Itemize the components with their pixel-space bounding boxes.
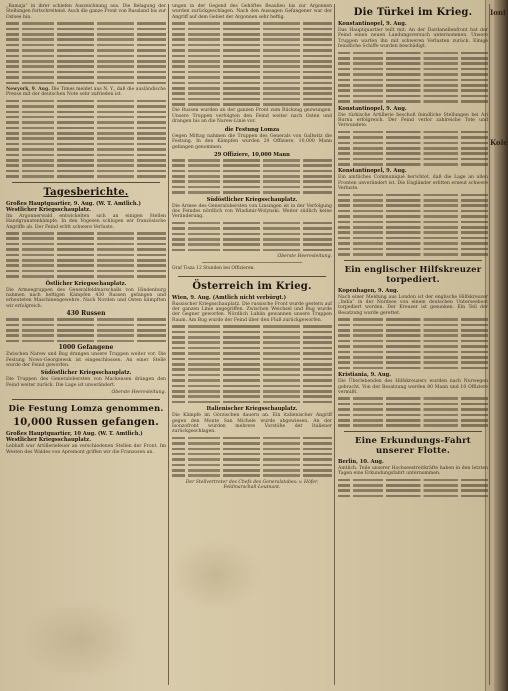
report-text: Die türkische Artillerie beschoß feindliche Stellungen bei Ari Burnu erfolgreich. Der Feind verlor zahlreiche Tote und Verwundete. (338, 112, 488, 129)
report-text: Die Truppen des Generalobersten von Mackensen drängen den Feind weiter zurück. Die Lage ist unverändert. (6, 377, 166, 388)
body-text-block (172, 437, 332, 477)
notice-text (6, 87, 166, 98)
notice-dateline: Newyork, 9. Aug. (6, 86, 50, 92)
section-divider (12, 182, 160, 183)
report-text: Russischer Kriegsschauplatz. Die russische Front wurde gestern auf der ganzen Linie angegriffen. Zwischen Weichsel und Bug wurde der Gegner geworfen. Nördlich Lublin gewannen unsere Truppen Raum. Am Bug wurde der Feind über den Fluß zurückgeworfen. (172, 301, 332, 323)
subheading-southeast: Südöstlicher Kriegsschauplatz. (40, 370, 132, 377)
report-text: ungen in der Gegend des Gehöftes Beaulieu bis zur Argonnen wurden zurückgeschlagen. Nach den Aussagen Gefangener war der Angriff auf dem Gebiet der Argonnen sehr heftig. (172, 4, 332, 20)
short-divider (202, 262, 302, 263)
report-dateline: Kristiania, 9. Aug. (338, 372, 392, 379)
adjacent-page-fragment: Ioni (490, 8, 506, 17)
report-dateline: Großes Hauptquartier, 9. Aug. (W. T. Amtlich.) Westlicher Kriegsschauplatz. (6, 200, 141, 213)
subheading-east: Östlicher Kriegsschauplatz. (45, 280, 127, 287)
body-text-block (6, 318, 166, 342)
report-dateline: Wien, 9. Aug. (Amtlich nicht verbürgt.) (172, 294, 287, 301)
report-text: Amtlich. Teile unserer Hochseestreitkräfte haben in den letzten Tagen eine Erkundungsfahrt unternommen. (338, 465, 488, 477)
report-dateline: Konstantinopel, 9. Aug. (338, 21, 407, 27)
body-text-block (338, 194, 488, 256)
report-credit: Der Stellvertreter des Chefs des Generalstabes: v. Höfer, Feldmarschall-Leutnant. (185, 479, 319, 490)
section-divider (344, 260, 482, 261)
column-rule (168, 4, 169, 685)
subheading-italy: Italienischer Kriegsschauplatz. (206, 406, 298, 413)
highlight-lomza: die Festung Lomza (224, 126, 280, 133)
report-text: Die Armee des Generalobersten von Linsingen ist in der Verfolgung des Feindes nördlich von Wladimir-Wolynski. Weiter südlich keine Veränderung. (172, 203, 332, 220)
body-text-block (338, 318, 488, 369)
report-text: Nach einer Meldung aus London ist der englische Hilfskreuzer „India“ in der Nordsee von einem deutschen Unterseeboot torpediert worden. Der Kreuzer ist gesunken. Ein Teil der Besatzung wurde gerettet. (338, 294, 488, 316)
report-text: Die Russen wurden an der ganzen Front zum Rückzug gezwungen. Unsere Truppen verfolgten den Feind weiter nach Osten und drangen bis an die Narew-Linie vor. (172, 108, 332, 125)
body-text-block (6, 100, 166, 178)
report-text: Das Hauptquartier teilt mit: An der Dardanellenfront hat der Feind einen neuen Landungsversuch unternommen. Unsere Truppen warfen ihn mit schweren Verlusten zurück. Einige feindliche Schiffe wurden beschädigt. (338, 28, 488, 50)
section-divider (344, 431, 482, 432)
report-text: Im Argonnerwald entwickelten sich an einigen Stellen Handgranatenkämpfe. In den Vogesen schlugen wir französische Angriffe ab. Der Feind erlitt schwere Verluste. (6, 213, 166, 230)
body-text-block (172, 325, 332, 403)
turkey-heading: Die Türkei im Krieg. (353, 7, 473, 18)
report-text: Lebhaft war Artilleriefeuer an verschiedenen Stellen der Front. Im Westen des Waldes von Apremont griffen wir die Franzosen an. (6, 444, 166, 455)
notice-body: Die Times meldet aus N. Y., daß die ausländische Presse mit der deutschen Note sehr zufrieden ist. (6, 86, 166, 98)
austria-heading: Österreich im Krieg. (192, 280, 312, 292)
report-text: Zwischen Narew und Bug drangen unsere Truppen weiter vor. Die Festung Nowo-Georgiewsk ist eingeschlossen. An einer Stelle wurde der Feind geworfen. (6, 352, 166, 368)
body-text-block (172, 159, 332, 194)
report-text: Die Armeegruppen des Generalfeldmarschalls von Hindenburg nahmen nach heftigen Kämpfen 430 Russen gefangen und erbeuteten Maschinengewehre. Nach Norden und Osten kämpften wir erfolgreich. (6, 287, 166, 309)
body-text-block (172, 22, 332, 105)
report-text: Die Überlebenden des Hilfskreuzers wurden nach Norwegen gebracht. Von der Besatzung werden 80 Mann und 10 Offiziere vermißt. (338, 379, 488, 395)
column-3 (338, 4, 488, 685)
column-rule (489, 4, 490, 685)
adjacent-page-fragment: Kole (490, 138, 508, 147)
highlight-prisoners: 29 Offiziere, 10,000 Mann (214, 151, 290, 158)
small-notice: Graf Tisza 12 Stunden bei Offizieren. (172, 266, 255, 272)
report-text: Die Kämpfe im Görzischen dauern an. Ein italienischer Angriff gegen den Monte San Michele wurde abgewiesen. An der Isonzofront wurden mehrere Vorstöße der Italiener zurückgeschlagen. (172, 413, 332, 435)
report-dateline: Kopenhagen, 9. Aug. (338, 287, 399, 294)
captured-count: 430 Russen (66, 310, 106, 318)
column-2 (172, 4, 332, 685)
book-binding (494, 0, 508, 691)
report-text: Gegen Mittag nahmen die Truppen des Generals von Gallwitz die Festung. In den Kämpfen wurden 29 Offiziere, 10,000 Mann gefangen genommen. (172, 133, 332, 150)
body-text-block (338, 479, 488, 498)
intro-text: „Bamaja“ in ihrer schiefen Auszeichnung aus. Die Belagung der Stellungen fortschreitend. Auch die ganze Front von Russland bis zur Ostsee hin. (6, 4, 166, 20)
body-text-block (172, 222, 332, 252)
section-divider (178, 276, 326, 277)
tagesberichte-heading: Tagesberichte. (43, 186, 129, 198)
report-dateline: Großes Hauptquartier, 10 Aug. (W. T. Amtlich.) Westlicher Kriegsschauplatz. (6, 431, 143, 444)
report-dateline: Konstantinopel, 9. Aug. (338, 168, 407, 175)
section-divider (12, 399, 160, 400)
report-dateline: Berlin, 10. Aug. (338, 458, 384, 465)
russians-captured-heading: 10,000 Russen gefangen. (13, 417, 159, 429)
prisoners-count: 1000 Gefangene (58, 344, 114, 352)
column-1 (6, 4, 166, 685)
report-text: Ein amtliches Communiqué berichtet, daß die Lage an allen Fronten unverändert ist. Die Engländer erlitten erneut schwere Verluste. (338, 175, 488, 192)
column-rule (334, 4, 335, 685)
body-text-block (6, 22, 166, 84)
subheading-southeast: Südöstlicher Kriegsschauplatz. (206, 196, 298, 203)
auxiliary-cruiser-heading: Ein englischer Hilfskreuzer torpediert. (344, 264, 482, 285)
lomza-heading: Die Festung Lomza genommen. (8, 404, 164, 415)
body-text-block (6, 232, 166, 278)
reconnaissance-heading: Eine Erkundungs-Fahrt unserer Flotte. (355, 435, 471, 456)
report-dateline: Konstantinopel, 9. Aug. (338, 105, 407, 112)
body-text-block (338, 52, 488, 103)
report-credit: Oberste Heeresleitung. (277, 254, 332, 260)
body-text-block (338, 397, 488, 427)
body-text-block (338, 131, 488, 166)
report-credit: Oberste Heeresleitung. (111, 390, 166, 396)
